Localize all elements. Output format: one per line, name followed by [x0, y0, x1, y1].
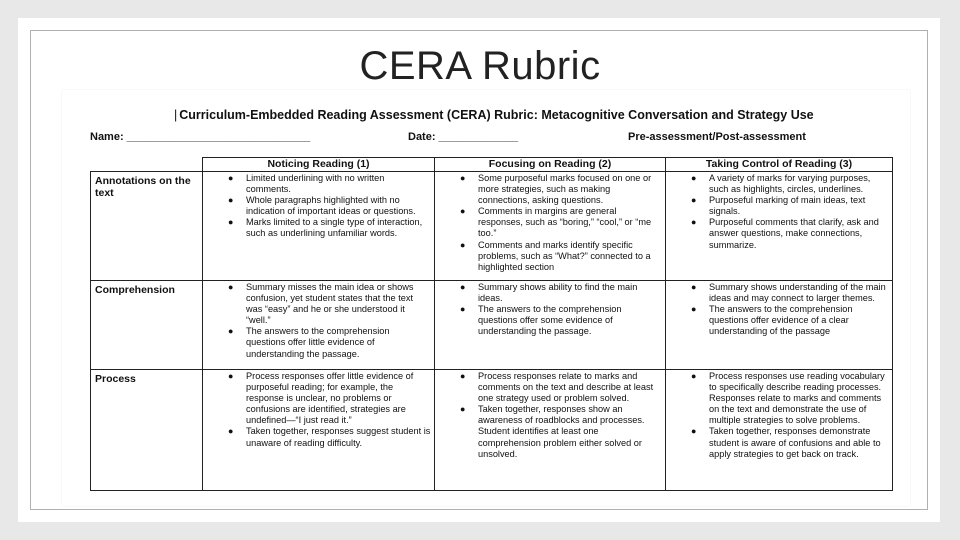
rubric-table [90, 157, 893, 491]
table-cell [435, 281, 666, 370]
row-label-process: Process [91, 370, 203, 491]
table-cell [203, 281, 435, 370]
table-row [91, 281, 893, 370]
column-header-focusing: Focusing on Reading (2) [435, 158, 666, 172]
row-label-comprehension: Comprehension [91, 281, 203, 370]
table-cell [435, 172, 666, 281]
table-row [91, 172, 893, 281]
list-item: ● Comments in margins are general responses, such as “boring,” “cool,” or “me too.” [460, 206, 652, 239]
table-cell [666, 370, 893, 491]
list-item: ● Summary shows ability to find the main ideas. [460, 282, 638, 304]
list-item: ● Some purposeful marks focused on one or more strategies, such as making connections, asking questions. [460, 173, 652, 206]
list-item: ● Whole paragraphs highlighted with no indication of important ideas or questions. [228, 195, 416, 217]
name-field-label: Name: ______________________________ [90, 131, 311, 143]
column-header-noticing: Noticing Reading (1) [203, 158, 435, 172]
list-item: ● Process responses use reading vocabulary to specifically describe reading processes. Responses relate to marks and comments on the text and demonstrate the use of multiple strategies to solve problems. [691, 371, 885, 426]
column-header-taking-control: Taking Control of Reading (3) [666, 158, 893, 172]
slide-title: CERA Rubric [359, 44, 601, 88]
rubric-header-row [91, 158, 893, 172]
list-item: ● Comments and marks identify specific problems, such as “What?” connected to a highlighted section [460, 239, 651, 272]
list-item: ● The answers to the comprehension questions offer some evidence of understanding the passage. [460, 304, 622, 337]
table-cell [666, 172, 893, 281]
table-cell [203, 370, 435, 491]
table-row [91, 370, 893, 491]
list-item: ● Purposeful comments that clarify, ask and answer questions, make connections, summarize. [691, 217, 879, 250]
date-field-label: Date: _____________ [408, 131, 519, 143]
list-item: ● The answers to the comprehension questions offer evidence of a clear understanding of the passage [691, 304, 853, 337]
list-item: ● Taken together, responses demonstrate student is aware of confusions and able to apply strategies to get back on track. [691, 426, 881, 459]
list-item: ● A variety of marks for varying purposes, such as highlights, circles, underlines. [691, 173, 871, 195]
table-cell [203, 172, 435, 281]
document-heading: | Curriculum-Embedded Reading Assessment (CERA) Rubric: Metacognitive Conversation and Strategy Use [174, 108, 814, 122]
list-item: ● Limited underlining with no written comments. [228, 173, 385, 195]
list-item: ● Purposeful marking of main ideas, text signals. [691, 195, 866, 217]
header-corner [91, 158, 203, 172]
list-item: ● Taken together, responses suggest student is unaware of reading difficulty. [228, 426, 431, 448]
document-heading-text: Curriculum-Embedded Reading Assessment (CERA) Rubric: Metacognitive Conversation and Strategy Use [179, 108, 814, 122]
table-cell [666, 281, 893, 370]
list-item: ● Process responses offer little evidence of purposeful reading; for example, the response is unclear, no problems or confusions are identified, strategies are undefined—“I just read it.” [228, 371, 414, 426]
list-item: ● Marks limited to a single type of interaction, such as underlining unfamiliar words. [228, 217, 423, 239]
list-item: ● Taken together, responses show an awareness of roadblocks and processes. Student identifies at least one comprehension problem either solved or unsolved. [460, 404, 645, 459]
assessment-field-label: Pre-assessment/Post-assessment [628, 131, 806, 143]
row-label-annotations: Annotations on the text [91, 172, 203, 281]
list-item: ● Process responses relate to marks and comments on the text and describe at least one strategy used or problem solved. [460, 371, 654, 404]
list-item: ● The answers to the comprehension questions offer little evidence of understanding the passage. [228, 326, 390, 359]
rubric-document-image [62, 90, 910, 506]
list-item: ● Summary shows understanding of the main ideas and may connect to larger themes. [691, 282, 886, 304]
table-cell [435, 370, 666, 491]
list-item: ● Summary misses the main idea or shows confusion, yet student states that the text was “easy” and he or she understood it “well.” [228, 282, 414, 326]
